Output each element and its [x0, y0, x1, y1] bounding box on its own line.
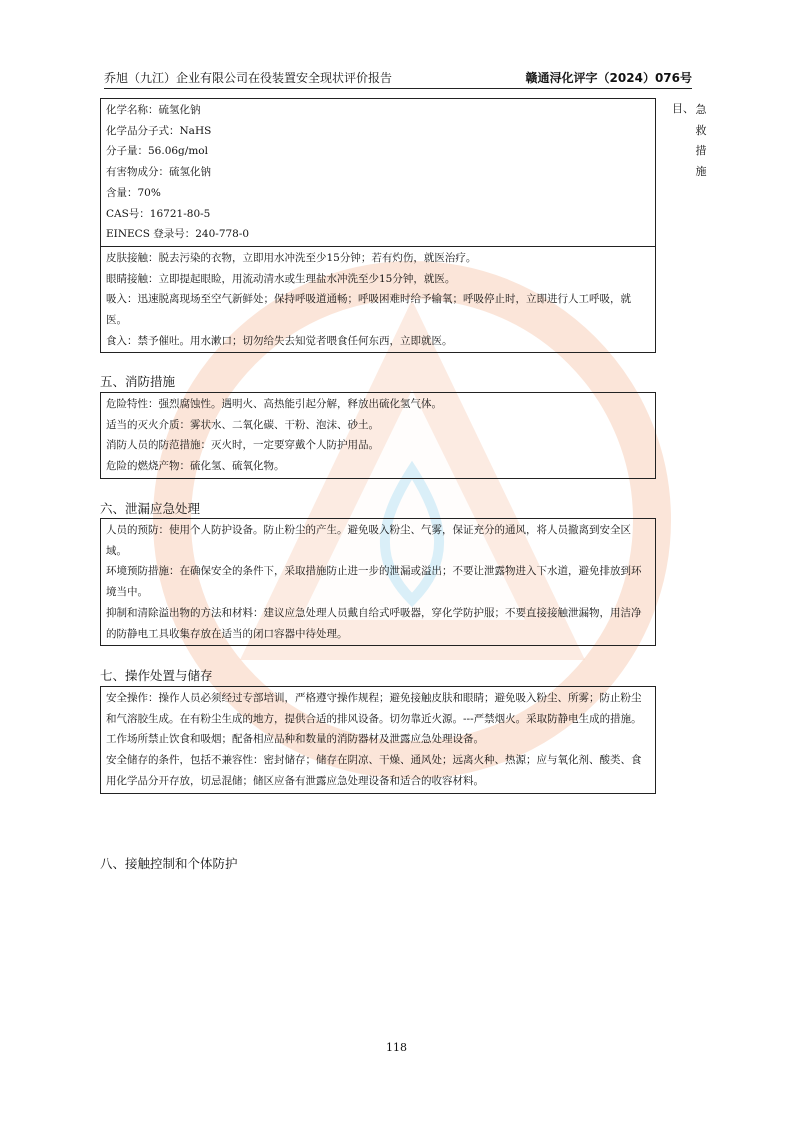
fire-fighting-cell [101, 393, 655, 478]
fire-fighting-table [100, 392, 656, 479]
chem-einecs: EINECS 登录号：240-778-0 [106, 228, 250, 241]
fire-extinguishing-media: 适当的灭火介质：雾状水、二氧化碳、干粉、泡沫、砂土。 [106, 418, 379, 431]
chemical-identity-cell [101, 99, 655, 246]
first-aid-eyes: 眼睛接触：立即提起眼睑，用流动清水或生理盐水冲洗至少15分钟，就医。 [106, 272, 456, 285]
fire-hazard-property: 危险特性：强烈腐蚀性。遇明火、高热能引起分解，释放出硫化氢气体。 [106, 398, 442, 410]
first-aid-skin: 皮肤接触：脱去污染的衣物，立即用水冲洗至少15分钟；若有灼伤，就医治疗。 [106, 251, 477, 264]
spill-response-table [100, 518, 656, 646]
handling-storage-table [100, 686, 656, 794]
side-label-char: 措 [695, 144, 707, 157]
fire-combustion-products: 危险的燃烧产物：硫化氢、硫氧化物。 [106, 460, 285, 473]
side-label-char: 救 [695, 123, 707, 137]
spill-cleanup-methods: 抑制和清除溢出物的方法和材料：建议应急处理人员戴自给式呼吸器，穿化学防护服；不要直接接触泄漏物，用洁净的防静电工具收集存放在适当的闭口容器中待处理。 [106, 606, 642, 640]
page-header [104, 70, 692, 89]
first-aid-inhalation: 吸入：迅速脱离现场至空气新鲜处；保持呼吸道通畅；呼吸困难时给予输氧；呼吸停止时，立即进行人工呼吸，就医。 [106, 293, 631, 327]
fire-fighter-protection: 消防人员的防范措施：灭火时，一定要穿戴个人防护用品。 [106, 439, 379, 452]
safe-handling: 安全操作：操作人员必须经过专部培训，严格遵守操作规程；避免接触皮肤和眼睛；避免吸入粉尘、所雾；防止粉尘和气溶胶生成。在有粉尘生成的地方，提供合适的排风设备。切勿靠近火源。---严禁烟火。采取防静电生成的措施。工作场所禁止饮食和吸烟；配备相应品种和数量的消防器材及泄露应急处理设备。 [106, 692, 642, 746]
chem-formula: 化学品分子式：NaHS [106, 124, 212, 137]
chem-hazard-component: 有害物成分：硫氢化钠 [106, 166, 211, 179]
chem-name: 化学名称：硫氢化钠 [106, 104, 201, 116]
first-aid-ingestion: 食入：禁予催吐。用水漱口；切勿给失去知觉者喂食任何东西，立即就医。 [106, 334, 453, 347]
safe-storage: 安全储存的条件，包括不兼容性：密封储存；储存在阴凉、干燥、通风处；远离火种、热源；应与氧化剂、酸类、食用化学品分开存放，切忌混储；储区应备有泄露应急处理设备和适合的收容材料。 [106, 754, 642, 787]
section-title-handling-storage: 七、操作处置与储存 [100, 668, 213, 683]
header-report-number: 赣通浔化评字（2024）076号 [525, 71, 692, 85]
page-number: 118 [386, 1041, 407, 1054]
chem-molecular-weight: 分子量：56.06g/mol [106, 145, 208, 158]
chemical-info-table [100, 98, 656, 353]
spill-environmental-precautions: 环境预防措施：在确保安全的条件下，采取措施防止进一步的泄漏或溢出；不要让泄露物进入下水道，避免排放到环境当中。 [106, 565, 642, 599]
chem-content: 含量：70% [106, 186, 161, 199]
side-label-prefix: 目、 [672, 102, 694, 115]
chem-cas: CAS号：16721-80-5 [106, 207, 211, 220]
first-aid-cell [101, 246, 655, 353]
side-label-char: 急 [695, 103, 707, 116]
handling-storage-cell [101, 687, 655, 793]
side-label-char: 施 [695, 164, 707, 178]
spill-personal-precautions: 人员的预防：使用个人防护设备。防止粉尘的产生。避免吸入粉尘、气雾，保证充分的通风，将人员撤离到安全区域。 [106, 524, 631, 557]
section-title-spill-response: 六、泄漏应急处理 [100, 501, 201, 516]
spill-response-cell [101, 519, 655, 645]
section-title-fire-fighting: 五、消防措施 [100, 374, 176, 389]
section-title-exposure-control: 八、接触控制和个体防护 [100, 856, 238, 871]
header-company: 乔旭（九江）企业有限公司在役装置安全现状评价报告 [104, 71, 393, 85]
